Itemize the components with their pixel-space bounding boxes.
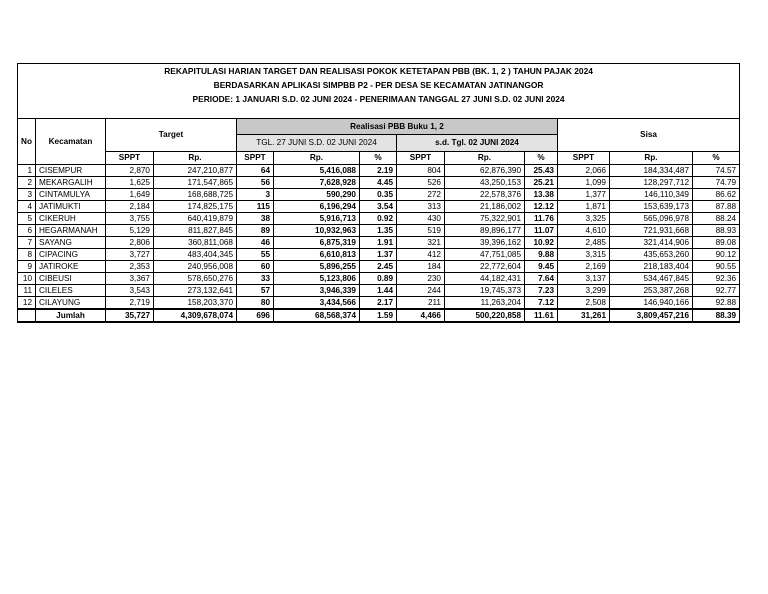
col-target-rp: Rp. — [154, 152, 237, 165]
row-kecamatan: CISEMPUR — [36, 165, 106, 177]
row-sisa-rp: 146,940,166 — [610, 297, 693, 310]
report-title-block — [18, 64, 740, 107]
row-a-sppt: 60 — [237, 261, 274, 273]
row-sisa-sppt: 4,610 — [558, 225, 610, 237]
row-sisa-sppt: 1,871 — [558, 201, 610, 213]
row-b-rp: 22,578,376 — [445, 189, 525, 201]
row-b-sppt: 244 — [397, 285, 445, 297]
row-b-rp: 75,322,901 — [445, 213, 525, 225]
row-a-rp: 6,875,319 — [274, 237, 360, 249]
row-sisa-pct: 92.77 — [693, 285, 740, 297]
table-row — [18, 285, 740, 297]
row-target-sppt: 2,870 — [106, 165, 154, 177]
row-a-sppt: 80 — [237, 297, 274, 310]
table-row — [18, 201, 740, 213]
row-a-rp: 5,916,713 — [274, 213, 360, 225]
row-b-sppt: 526 — [397, 177, 445, 189]
row-a-rp: 3,946,339 — [274, 285, 360, 297]
row-sisa-pct: 92.88 — [693, 297, 740, 310]
total-sisa-sppt: 31,261 — [558, 309, 610, 322]
row-no: 2 — [18, 177, 36, 189]
total-b-sppt: 4,466 — [397, 309, 445, 322]
row-sisa-sppt: 2,508 — [558, 297, 610, 310]
row-b-sppt: 272 — [397, 189, 445, 201]
row-a-rp: 7,628,928 — [274, 177, 360, 189]
report-title-line1: REKAPITULASI HARIAN TARGET DAN REALISASI POKOK KETETAPAN PBB (BK. 1, 2 ) TAHUN PAJAK 2024 — [164, 66, 593, 76]
row-a-sppt: 56 — [237, 177, 274, 189]
row-b-sppt: 412 — [397, 249, 445, 261]
col-sisa-sppt: SPPT — [558, 152, 610, 165]
table-row — [18, 297, 740, 310]
row-sisa-sppt: 2,169 — [558, 261, 610, 273]
row-a-sppt: 33 — [237, 273, 274, 285]
row-a-pct: 2.45 — [360, 261, 397, 273]
row-a-pct: 1.44 — [360, 285, 397, 297]
row-a-rp: 10,932,963 — [274, 225, 360, 237]
row-sisa-sppt: 2,485 — [558, 237, 610, 249]
row-no: 1 — [18, 165, 36, 177]
header-sisa: Sisa — [558, 119, 740, 152]
row-sisa-pct: 88.24 — [693, 213, 740, 225]
row-a-rp: 3,434,566 — [274, 297, 360, 310]
report-title-line3: PERIODE: 1 JANUARI S.D. 02 JUNI 2024 - PENERIMAAN TANGGAL 27 JUNI S.D. 02 JUNI 2024 — [192, 94, 565, 104]
total-target-sppt: 35,727 — [106, 309, 154, 322]
row-sisa-rp: 153,639,173 — [610, 201, 693, 213]
row-target-rp: 168,688,725 — [154, 189, 237, 201]
col-b-rp: Rp. — [445, 152, 525, 165]
row-a-sppt: 89 — [237, 225, 274, 237]
row-target-rp: 273,132,641 — [154, 285, 237, 297]
row-sisa-sppt: 2,066 — [558, 165, 610, 177]
recap-table — [17, 63, 740, 323]
row-sisa-pct: 90.12 — [693, 249, 740, 261]
row-b-pct: 9.88 — [525, 249, 558, 261]
row-sisa-sppt: 3,315 — [558, 249, 610, 261]
row-a-sppt: 115 — [237, 201, 274, 213]
row-b-pct: 11.07 — [525, 225, 558, 237]
row-sisa-rp: 184,334,487 — [610, 165, 693, 177]
total-b-pct: 11.61 — [525, 309, 558, 322]
row-sisa-pct: 89.08 — [693, 237, 740, 249]
row-b-pct: 25.43 — [525, 165, 558, 177]
row-a-sppt: 38 — [237, 213, 274, 225]
row-kecamatan: HEGARMANAH — [36, 225, 106, 237]
row-a-sppt: 57 — [237, 285, 274, 297]
header-target: Target — [106, 119, 237, 152]
row-target-sppt: 2,806 — [106, 237, 154, 249]
row-target-rp: 158,203,370 — [154, 297, 237, 310]
row-kecamatan: CIKERUH — [36, 213, 106, 225]
row-target-sppt: 3,755 — [106, 213, 154, 225]
row-kecamatan: CILAYUNG — [36, 297, 106, 310]
header-row-columns — [18, 152, 740, 165]
header-realisasi: Realisasi PBB Buku 1, 2 — [237, 119, 558, 135]
row-target-sppt: 3,543 — [106, 285, 154, 297]
table-row — [18, 177, 740, 189]
row-a-rp: 5,416,088 — [274, 165, 360, 177]
row-sisa-rp: 146,110,349 — [610, 189, 693, 201]
row-sisa-rp: 435,653,260 — [610, 249, 693, 261]
row-sisa-pct: 87.88 — [693, 201, 740, 213]
row-target-rp: 811,827,845 — [154, 225, 237, 237]
row-no: 7 — [18, 237, 36, 249]
row-kecamatan: JATIROKE — [36, 261, 106, 273]
col-b-sppt: SPPT — [397, 152, 445, 165]
total-no-cell — [18, 309, 36, 322]
row-b-sppt: 430 — [397, 213, 445, 225]
row-b-sppt: 313 — [397, 201, 445, 213]
row-target-rp: 483,404,345 — [154, 249, 237, 261]
row-b-pct: 9.45 — [525, 261, 558, 273]
row-b-sppt: 321 — [397, 237, 445, 249]
row-sisa-rp: 218,183,404 — [610, 261, 693, 273]
table-row — [18, 225, 740, 237]
total-row — [18, 309, 740, 322]
row-a-pct: 0.89 — [360, 273, 397, 285]
title-row — [18, 64, 740, 107]
row-b-pct: 12.12 — [525, 201, 558, 213]
row-target-sppt: 5,129 — [106, 225, 154, 237]
row-b-pct: 13.38 — [525, 189, 558, 201]
row-b-pct: 7.64 — [525, 273, 558, 285]
row-sisa-pct: 92.36 — [693, 273, 740, 285]
spacer-cell — [18, 106, 740, 119]
row-target-rp: 171,547,865 — [154, 177, 237, 189]
row-kecamatan: CILELES — [36, 285, 106, 297]
header-no: No — [18, 119, 36, 165]
row-a-sppt: 64 — [237, 165, 274, 177]
row-target-sppt: 3,727 — [106, 249, 154, 261]
row-sisa-rp: 534,467,845 — [610, 273, 693, 285]
row-sisa-rp: 321,414,906 — [610, 237, 693, 249]
row-b-rp: 44,182,431 — [445, 273, 525, 285]
row-no: 10 — [18, 273, 36, 285]
row-target-rp: 640,419,879 — [154, 213, 237, 225]
header-period-a: TGL. 27 JUNI S.D. 02 JUNI 2024 — [237, 135, 397, 152]
row-no: 12 — [18, 297, 36, 310]
row-target-sppt: 2,353 — [106, 261, 154, 273]
col-target-sppt: SPPT — [106, 152, 154, 165]
row-a-pct: 0.35 — [360, 189, 397, 201]
header-kecamatan: Kecamatan — [36, 119, 106, 165]
table-row — [18, 189, 740, 201]
col-b-pct: % — [525, 152, 558, 165]
report-title-line2: BERDASARKAN APLIKASI SIMPBB P2 - PER DESA SE KECAMATAN JATINANGOR — [213, 80, 544, 90]
row-kecamatan: CIBEUSI — [36, 273, 106, 285]
col-sisa-pct: % — [693, 152, 740, 165]
row-sisa-sppt: 1,377 — [558, 189, 610, 201]
row-sisa-pct: 74.57 — [693, 165, 740, 177]
total-a-pct: 1.59 — [360, 309, 397, 322]
row-sisa-rp: 128,297,712 — [610, 177, 693, 189]
row-target-sppt: 2,719 — [106, 297, 154, 310]
col-a-pct: % — [360, 152, 397, 165]
row-kecamatan: SAYANG — [36, 237, 106, 249]
spacer-row — [18, 106, 740, 119]
row-target-sppt: 1,649 — [106, 189, 154, 201]
row-sisa-pct: 86.62 — [693, 189, 740, 201]
total-label: Jumlah — [36, 309, 106, 322]
row-b-rp: 19,745,373 — [445, 285, 525, 297]
row-b-sppt: 230 — [397, 273, 445, 285]
row-b-pct: 7.12 — [525, 297, 558, 310]
col-a-rp: Rp. — [274, 152, 360, 165]
row-no: 11 — [18, 285, 36, 297]
table-row — [18, 237, 740, 249]
row-a-pct: 3.54 — [360, 201, 397, 213]
total-b-rp: 500,220,858 — [445, 309, 525, 322]
row-a-pct: 2.19 — [360, 165, 397, 177]
row-sisa-sppt: 3,299 — [558, 285, 610, 297]
row-b-pct: 11.76 — [525, 213, 558, 225]
row-target-rp: 174,825,175 — [154, 201, 237, 213]
row-a-pct: 1.91 — [360, 237, 397, 249]
table-row — [18, 213, 740, 225]
table-row — [18, 249, 740, 261]
row-b-rp: 47,751,085 — [445, 249, 525, 261]
row-a-pct: 1.37 — [360, 249, 397, 261]
col-sisa-rp: Rp. — [610, 152, 693, 165]
row-kecamatan: MEKARGALIH — [36, 177, 106, 189]
row-a-pct: 1.35 — [360, 225, 397, 237]
total-sisa-rp: 3,809,457,216 — [610, 309, 693, 322]
row-b-pct: 25.21 — [525, 177, 558, 189]
row-sisa-pct: 90.55 — [693, 261, 740, 273]
row-b-rp: 11,263,204 — [445, 297, 525, 310]
row-a-rp: 590,290 — [274, 189, 360, 201]
row-target-rp: 360,811,068 — [154, 237, 237, 249]
table-row — [18, 273, 740, 285]
row-a-rp: 6,196,294 — [274, 201, 360, 213]
row-sisa-rp: 721,931,668 — [610, 225, 693, 237]
row-b-pct: 7.23 — [525, 285, 558, 297]
row-b-rp: 39,396,162 — [445, 237, 525, 249]
row-kecamatan: CIPACING — [36, 249, 106, 261]
row-target-rp: 240,956,008 — [154, 261, 237, 273]
table-body — [18, 165, 740, 310]
row-no: 8 — [18, 249, 36, 261]
row-sisa-sppt: 3,325 — [558, 213, 610, 225]
row-target-sppt: 1,625 — [106, 177, 154, 189]
row-sisa-rp: 565,096,978 — [610, 213, 693, 225]
row-a-sppt: 46 — [237, 237, 274, 249]
row-sisa-pct: 88.93 — [693, 225, 740, 237]
row-b-rp: 21,186,002 — [445, 201, 525, 213]
row-no: 3 — [18, 189, 36, 201]
row-b-sppt: 804 — [397, 165, 445, 177]
row-b-rp: 89,896,177 — [445, 225, 525, 237]
total-a-rp: 68,568,374 — [274, 309, 360, 322]
row-b-sppt: 184 — [397, 261, 445, 273]
total-sisa-pct: 88.39 — [693, 309, 740, 322]
row-b-pct: 10.92 — [525, 237, 558, 249]
table-row — [18, 165, 740, 177]
col-a-sppt: SPPT — [237, 152, 274, 165]
row-sisa-sppt: 1,099 — [558, 177, 610, 189]
row-no: 5 — [18, 213, 36, 225]
row-no: 9 — [18, 261, 36, 273]
row-a-rp: 5,896,255 — [274, 261, 360, 273]
row-kecamatan: JATIMUKTI — [36, 201, 106, 213]
row-b-sppt: 211 — [397, 297, 445, 310]
row-kecamatan: CINTAMULYA — [36, 189, 106, 201]
row-a-pct: 2.17 — [360, 297, 397, 310]
row-sisa-pct: 74.79 — [693, 177, 740, 189]
header-period-b: s.d. Tgl. 02 JUNI 2024 — [397, 135, 558, 152]
total-a-sppt: 696 — [237, 309, 274, 322]
table-row — [18, 261, 740, 273]
row-a-pct: 0.92 — [360, 213, 397, 225]
row-a-pct: 4.45 — [360, 177, 397, 189]
report-container — [17, 63, 739, 323]
row-sisa-rp: 253,387,268 — [610, 285, 693, 297]
row-target-sppt: 2,184 — [106, 201, 154, 213]
row-a-rp: 5,123,806 — [274, 273, 360, 285]
row-no: 4 — [18, 201, 36, 213]
row-a-sppt: 3 — [237, 189, 274, 201]
row-no: 6 — [18, 225, 36, 237]
total-target-rp: 4,309,678,074 — [154, 309, 237, 322]
row-b-sppt: 519 — [397, 225, 445, 237]
row-sisa-sppt: 3,137 — [558, 273, 610, 285]
row-a-rp: 6,610,813 — [274, 249, 360, 261]
row-b-rp: 22,772,604 — [445, 261, 525, 273]
row-b-rp: 62,876,390 — [445, 165, 525, 177]
row-b-rp: 43,250,153 — [445, 177, 525, 189]
row-target-rp: 578,650,276 — [154, 273, 237, 285]
header-row-main — [18, 119, 740, 135]
row-target-rp: 247,210,877 — [154, 165, 237, 177]
row-target-sppt: 3,367 — [106, 273, 154, 285]
row-a-sppt: 55 — [237, 249, 274, 261]
